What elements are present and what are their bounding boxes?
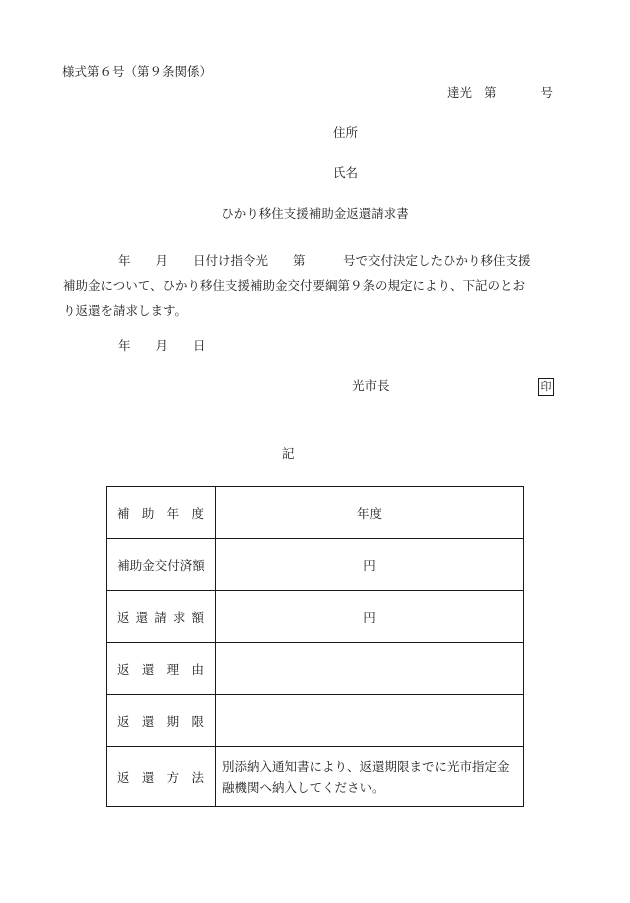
row-value-cell[interactable]: 円 — [216, 539, 524, 591]
label-char: 還 — [141, 769, 155, 785]
table-row — [107, 747, 524, 807]
body-paragraph — [63, 248, 559, 323]
row-label-cell — [107, 643, 216, 695]
doc-number-dai: 第 — [484, 85, 497, 100]
form-number-label: 様式第６号（第９条関係） — [62, 64, 213, 79]
label-char: 額 — [191, 609, 204, 625]
table-row — [107, 591, 524, 643]
row-label-cell — [107, 591, 216, 643]
label-char: 返 — [117, 713, 130, 729]
addressee: 光市長 — [352, 378, 390, 393]
label-text: 補助金交付済額 — [117, 557, 205, 573]
seal-stamp: 印 — [538, 378, 554, 396]
body-line: 年 月 日付け指令光 第 号で交付決定したひかり移住支援 — [118, 253, 531, 268]
row-value-cell[interactable] — [216, 643, 524, 695]
row-value-cell: 別添納入通知書により、返還期限までに光市指定金融機関へ納入してください。 — [216, 747, 524, 807]
detail-table — [106, 486, 524, 807]
label-char: 返 — [117, 609, 130, 625]
row-label-cell — [107, 539, 216, 591]
label-char: 請 — [154, 609, 167, 625]
address-label: 住所 — [333, 125, 359, 140]
ki-heading: 記 — [282, 446, 295, 461]
label-char: 還 — [141, 661, 155, 677]
table-row — [107, 487, 524, 539]
label-char: 返 — [117, 661, 130, 677]
document-title: ひかり移住支援補助金返還請求書 — [221, 206, 409, 221]
row-label-cell — [107, 487, 216, 539]
doc-number-prefix: 達光 — [447, 85, 473, 100]
document-number — [447, 87, 553, 100]
label-char: 理 — [166, 661, 180, 677]
label-char: 求 — [172, 609, 186, 625]
label-char: 返 — [117, 769, 130, 785]
name-label: 氏名 — [333, 165, 359, 180]
row-label-cell — [107, 747, 216, 807]
body-line: 補助金について、ひかり移住支援補助金交付要綱第９条の規定により、下記のとお — [63, 278, 526, 293]
label-char: 補 — [117, 505, 130, 521]
label-char: 年 — [166, 505, 180, 521]
doc-number-go: 号 — [540, 85, 554, 100]
row-value-cell[interactable] — [216, 695, 524, 747]
body-line: り返還を請求します。 — [63, 303, 188, 318]
label-char: 法 — [191, 769, 204, 785]
label-char: 還 — [135, 609, 149, 625]
label-char: 由 — [191, 661, 204, 677]
table-row — [107, 643, 524, 695]
label-char: 度 — [191, 505, 204, 521]
row-value-cell[interactable]: 年度 — [216, 487, 524, 539]
label-char: 期 — [166, 713, 180, 729]
table-row — [107, 695, 524, 747]
label-char: 助 — [141, 505, 155, 521]
label-char: 方 — [166, 769, 180, 785]
table-row — [107, 539, 524, 591]
row-value-cell[interactable]: 円 — [216, 591, 524, 643]
label-char: 還 — [141, 713, 155, 729]
row-label-cell — [107, 695, 216, 747]
date-line: 年 月 日 — [118, 338, 206, 353]
label-char: 限 — [191, 713, 204, 729]
